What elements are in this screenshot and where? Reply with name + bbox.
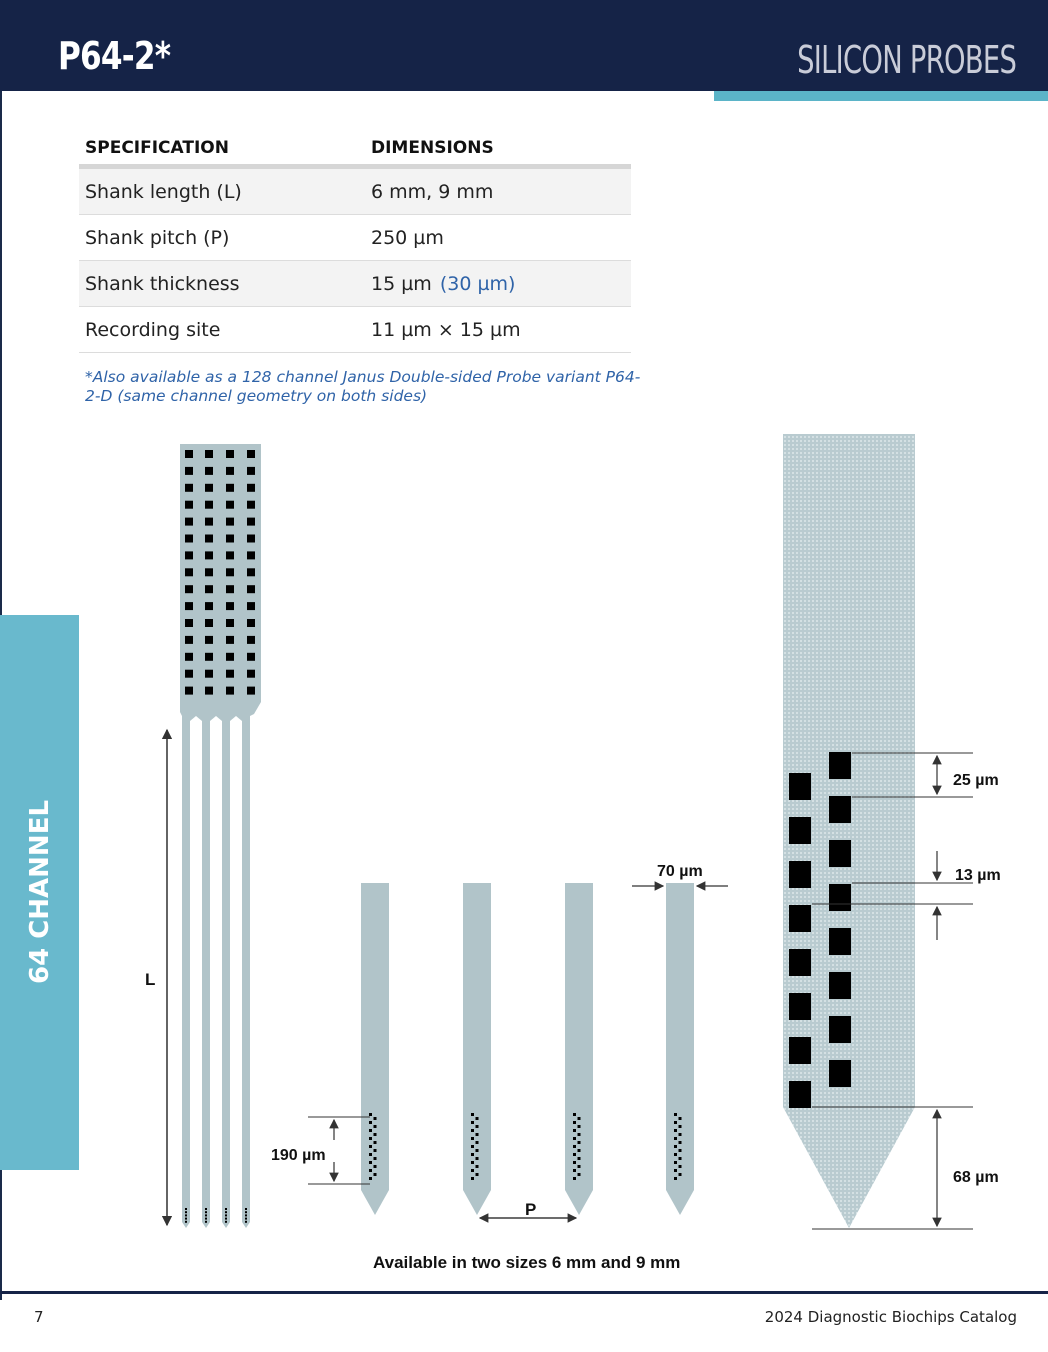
bond-pad — [226, 653, 234, 661]
bond-pad — [247, 551, 255, 559]
zoomed-recording-site — [789, 773, 811, 800]
bond-pad — [247, 518, 255, 526]
tip-site — [245, 1218, 247, 1220]
recording-site — [573, 1161, 576, 1164]
recording-site — [476, 1117, 479, 1120]
tip-site — [205, 1221, 207, 1223]
pitch-label: P — [525, 1200, 537, 1219]
side-tab-label: 64 CHANNEL — [25, 799, 55, 985]
recording-site — [476, 1165, 479, 1168]
recording-site — [369, 1153, 372, 1156]
zoomed-recording-site — [829, 928, 851, 955]
recording-site — [679, 1125, 682, 1128]
bond-pad — [247, 467, 255, 475]
footnote: *Also available as a 128 channel Janus Double-sided Probe variant P64-2-D (same channel geometry on both sides) — [85, 368, 641, 405]
recording-site — [573, 1121, 576, 1124]
tip-site — [225, 1221, 227, 1223]
tip-site — [225, 1218, 227, 1220]
bond-pad — [247, 687, 255, 695]
tip-site — [205, 1211, 207, 1213]
recording-site — [578, 1133, 581, 1136]
page-title: P64-2* — [58, 34, 171, 78]
bond-pad — [247, 670, 255, 678]
recording-site — [471, 1137, 474, 1140]
recording-site — [679, 1149, 682, 1152]
recording-site — [374, 1149, 377, 1152]
zoomed-recording-site — [789, 817, 811, 844]
bond-pad — [226, 687, 234, 695]
bond-pad — [185, 551, 193, 559]
bond-pad — [205, 551, 213, 559]
recording-site — [369, 1121, 372, 1124]
spec-name: Shank thickness — [79, 261, 365, 307]
recording-site — [674, 1129, 677, 1132]
recording-site — [374, 1117, 377, 1120]
label-68um: 68 µm — [953, 1169, 999, 1186]
tip-site — [185, 1211, 187, 1213]
bond-pad — [185, 450, 193, 458]
header-dimensions: DIMENSIONS — [365, 130, 631, 167]
label-70um: 70 µm — [657, 863, 703, 880]
tip-site — [205, 1218, 207, 1220]
bond-pad — [205, 568, 213, 576]
recording-site — [578, 1165, 581, 1168]
zoomed-recording-site — [829, 752, 851, 779]
recording-site — [578, 1141, 581, 1144]
zoomed-recording-site — [789, 949, 811, 976]
bond-pad — [226, 619, 234, 627]
bond-pad — [185, 585, 193, 593]
recording-site — [578, 1157, 581, 1160]
bond-pad — [226, 670, 234, 678]
bond-pad — [247, 501, 255, 509]
recording-site — [374, 1157, 377, 1160]
recording-site — [679, 1173, 682, 1176]
recording-site — [674, 1145, 677, 1148]
bond-pad — [247, 585, 255, 593]
diagram-caption: Available in two sizes 6 mm and 9 mm — [373, 1253, 681, 1272]
recording-site — [476, 1149, 479, 1152]
recording-site — [674, 1153, 677, 1156]
recording-site — [471, 1129, 474, 1132]
bond-pad — [226, 518, 234, 526]
recording-site — [573, 1113, 576, 1116]
recording-site — [476, 1157, 479, 1160]
bond-pad — [205, 653, 213, 661]
recording-site — [369, 1113, 372, 1116]
spec-value-text: 11 µm × 15 µm — [371, 318, 521, 341]
spec-value-text: 15 µm — [371, 272, 432, 295]
recording-site — [679, 1165, 682, 1168]
spec-value-text: 6 mm, 9 mm — [371, 180, 494, 203]
spec-name: Recording site — [79, 307, 365, 353]
bond-pad — [185, 484, 193, 492]
bond-pad — [185, 518, 193, 526]
tip-site — [205, 1208, 207, 1210]
bond-pad — [205, 535, 213, 543]
recording-site — [476, 1173, 479, 1176]
bond-pad — [247, 568, 255, 576]
recording-site — [578, 1117, 581, 1120]
recording-site — [679, 1117, 682, 1120]
zoomed-recording-site — [829, 884, 851, 911]
bond-pad — [185, 636, 193, 644]
tip-site — [205, 1214, 207, 1216]
recording-site — [674, 1113, 677, 1116]
bond-pad — [226, 585, 234, 593]
recording-site — [573, 1177, 576, 1180]
recording-site — [374, 1173, 377, 1176]
bond-pad — [247, 484, 255, 492]
recording-site — [573, 1129, 576, 1132]
recording-site — [573, 1137, 576, 1140]
bond-pad — [205, 518, 213, 526]
bond-pad — [247, 450, 255, 458]
bond-pad — [226, 636, 234, 644]
bond-pad — [247, 653, 255, 661]
zoomed-recording-site — [789, 1037, 811, 1064]
recording-site — [471, 1113, 474, 1116]
bond-pad — [205, 484, 213, 492]
zoomed-recording-site — [829, 1060, 851, 1087]
tip-site — [225, 1208, 227, 1210]
recording-site — [679, 1133, 682, 1136]
recording-site — [679, 1141, 682, 1144]
category-title: SILICON PROBES — [797, 38, 1016, 82]
bond-pad — [247, 535, 255, 543]
catalog-title: 2024 Diagnostic Biochips Catalog — [764, 1308, 1017, 1326]
recording-site — [476, 1141, 479, 1144]
recording-site — [573, 1153, 576, 1156]
tip-site — [185, 1208, 187, 1210]
recording-site — [369, 1169, 372, 1172]
recording-site — [573, 1145, 576, 1148]
recording-site — [374, 1133, 377, 1136]
length-label: L — [145, 970, 156, 989]
bond-pad — [205, 602, 213, 610]
label-13um: 13 µm — [955, 867, 1001, 884]
bond-pad — [247, 636, 255, 644]
label-25um: 25 µm — [953, 772, 999, 789]
spec-value-alt: (30 µm) — [439, 272, 516, 295]
recording-site — [374, 1125, 377, 1128]
bond-pad — [205, 636, 213, 644]
recording-site — [471, 1161, 474, 1164]
tip-site — [185, 1221, 187, 1223]
recording-site — [578, 1173, 581, 1176]
recording-site — [471, 1145, 474, 1148]
bond-pad — [226, 602, 234, 610]
recording-site — [369, 1137, 372, 1140]
tip-site — [245, 1214, 247, 1216]
bond-pad — [185, 568, 193, 576]
spec-name: Shank pitch (P) — [79, 215, 365, 261]
zoomed-recording-site — [789, 861, 811, 888]
recording-site — [476, 1133, 479, 1136]
recording-site — [476, 1125, 479, 1128]
recording-site — [471, 1177, 474, 1180]
header-specification: SPECIFICATION — [79, 130, 365, 167]
tip-site — [185, 1218, 187, 1220]
bond-pad — [226, 535, 234, 543]
bond-pad — [226, 450, 234, 458]
zoomed-recording-site — [829, 796, 851, 823]
bond-pad — [205, 585, 213, 593]
recording-site — [369, 1161, 372, 1164]
bond-pad — [205, 450, 213, 458]
bond-pad — [185, 687, 193, 695]
tip-site — [225, 1214, 227, 1216]
bond-pad — [185, 535, 193, 543]
recording-site — [578, 1125, 581, 1128]
full-probe — [180, 444, 261, 1228]
page-number: 7 — [34, 1308, 44, 1326]
footer-rule — [0, 1291, 1048, 1294]
bond-pad — [205, 687, 213, 695]
zoomed-recording-site — [829, 1016, 851, 1043]
tip-sites — [185, 1208, 247, 1223]
bond-pad — [205, 619, 213, 627]
bond-pad — [226, 484, 234, 492]
recording-site — [578, 1149, 581, 1152]
spec-value-text: 250 µm — [371, 226, 444, 249]
recording-site — [369, 1145, 372, 1148]
bond-pad — [226, 501, 234, 509]
bond-pad — [185, 467, 193, 475]
bond-pad — [205, 467, 213, 475]
tip-site — [245, 1208, 247, 1210]
bond-pad — [205, 501, 213, 509]
recording-site — [674, 1177, 677, 1180]
zoomed-recording-site — [789, 905, 811, 932]
recording-site — [374, 1141, 377, 1144]
shank-recording-sites — [369, 1113, 682, 1180]
recording-site — [674, 1169, 677, 1172]
recording-site — [369, 1129, 372, 1132]
zoomed-recording-site — [789, 993, 811, 1020]
bond-pad — [185, 602, 193, 610]
recording-site — [471, 1121, 474, 1124]
recording-site — [471, 1153, 474, 1156]
bond-pad — [247, 619, 255, 627]
tip-site — [245, 1221, 247, 1223]
bond-pad — [205, 670, 213, 678]
bond-pad — [226, 467, 234, 475]
recording-site — [374, 1165, 377, 1168]
recording-site — [369, 1177, 372, 1180]
recording-site — [674, 1161, 677, 1164]
recording-site — [471, 1169, 474, 1172]
recording-site — [573, 1169, 576, 1172]
recording-site — [674, 1137, 677, 1140]
zoomed-recording-site — [789, 1081, 811, 1108]
bond-pad — [247, 602, 255, 610]
tip-site — [225, 1211, 227, 1213]
tip-site — [245, 1211, 247, 1213]
tip-site — [185, 1214, 187, 1216]
zoomed-recording-site — [829, 840, 851, 867]
shank-closeups — [361, 883, 694, 1215]
bond-pad — [185, 619, 193, 627]
bond-pad — [226, 551, 234, 559]
recording-site — [679, 1157, 682, 1160]
probe-head — [180, 444, 261, 1228]
bond-pad — [185, 653, 193, 661]
label-190um: 190 µm — [271, 1147, 326, 1164]
bond-pad — [226, 568, 234, 576]
recording-site — [674, 1121, 677, 1124]
bond-pad — [185, 501, 193, 509]
bond-pad — [185, 670, 193, 678]
zoomed-recording-site — [829, 972, 851, 999]
spec-name: Shank length (L) — [79, 167, 365, 215]
